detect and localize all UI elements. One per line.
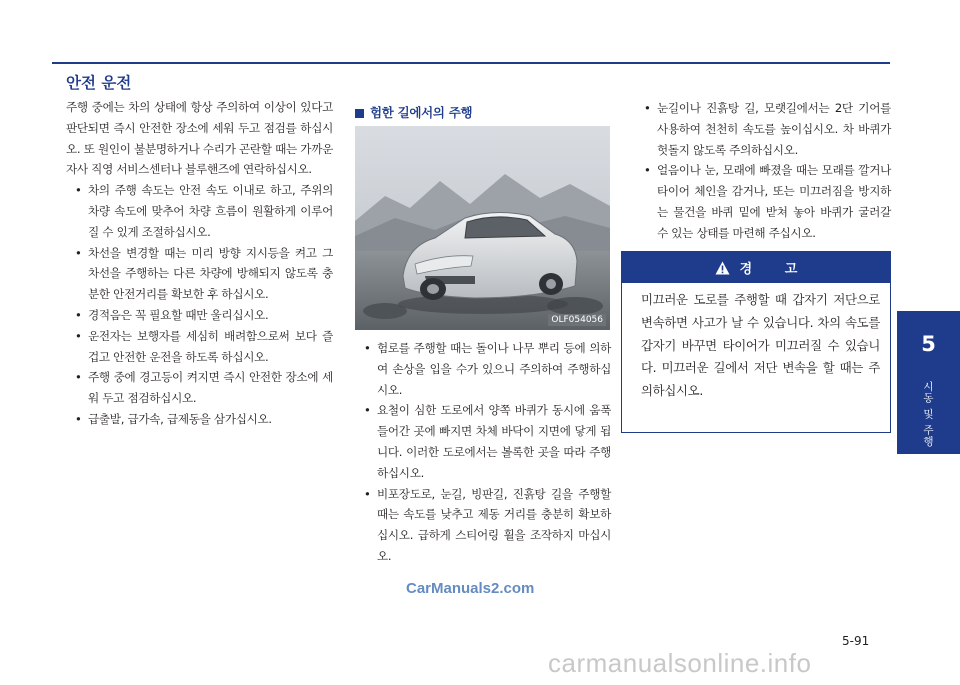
car-on-rough-road-image (355, 126, 610, 330)
chapter-number: 5 (921, 332, 936, 356)
chapter-label: 시동 및 주행 (922, 381, 934, 448)
list-item: • 차선을 변경할 때는 미리 방향 지시등을 켜고 그 차선을 주행하는 다른 차량에 방해되지 않도록 충분한 안전거리를 확보한 후 하십시오. (66, 243, 333, 305)
bullet-list-2 (355, 338, 611, 567)
intro-paragraph: 주행 중에는 차의 상태에 항상 주의하여 이상이 있다고 판단되면 즉시 안전한 장소에 세워 두고 점검를 하십시오. 또 원인이 불분명하거나 수리가 곤란할 때는 가까운 자사 직영 서비스센터나 블루핸즈에 연락하십시오. (66, 100, 333, 177)
top-rule (52, 62, 890, 64)
footer-watermark: carmanualsonline.info (548, 648, 812, 678)
column-1 (66, 97, 333, 430)
list-item: • 눈길이나 진흙탕 길, 모랫길에서는 2단 기어를 사용하여 천천히 속도를 높이십시오. 차 바퀴가 헛돌지 않도록 주의하십시오. (635, 98, 891, 160)
list-item: • 차의 주행 속도는 안전 속도 이내로 하고, 주위의 차량 속도에 맞추어 차량 흐름이 원활하게 이루어질 수 있게 조절하십시오. (66, 180, 333, 242)
warning-body: 미끄러운 도로를 주행할 때 갑자기 저단으로 변속하면 사고가 날 수 있습니다. 차의 속도를 갑자기 바꾸면 타이어가 미끄러질 수 있습니다. 미끄러운 길에서 저단 변속을 할 때는 주의하십시오. (641, 292, 880, 399)
chapter-side-tab (897, 311, 960, 454)
list-item: • 급출발, 급가속, 급제동을 삼가십시오. (66, 409, 333, 430)
watermark: CarManuals2.com (406, 580, 535, 597)
rough-road-heading (355, 104, 611, 122)
warning-triangle-icon (715, 261, 730, 275)
list-item: • 운전자는 보행자를 세심히 배려함으로써 보다 즐겁고 안전한 운전을 하도록 하십시오. (66, 326, 333, 368)
column-2 (355, 104, 611, 567)
bullet-list-3 (635, 98, 891, 244)
rough-road-heading-text: 험한 길에서의 주행 (370, 104, 473, 120)
rough-road-illustration (355, 126, 610, 330)
column-3 (635, 98, 891, 244)
warning-title: 경 고 (739, 262, 812, 277)
list-item: • 험로를 주행할 때는 돌이나 나무 뿌리 등에 의하여 손상을 입을 수가 있으니 주의하여 주행하십시오. (355, 338, 611, 400)
list-item: • 얼음이나 눈, 모래에 빠졌을 때는 모래를 깔거나 타이어 체인을 감거나, 또는 미끄러짐을 방지하는 물건을 바퀴 밑에 받쳐 놓아 바퀴가 굴러갈 수 있는 상태를 마련해 주십시오. (635, 160, 891, 243)
image-code: OLF054056 (548, 314, 606, 326)
list-item: • 비포장도로, 눈길, 빙판길, 진흙탕 길을 주행할 때는 속도를 낮추고 제동 거리를 충분히 확보하십시오. 급하게 스티어링 휠을 조작하지 마십시오. (355, 484, 611, 567)
warning-box (621, 251, 891, 433)
list-item: • 주행 중에 경고등이 켜지면 즉시 안전한 장소에 세워 두고 점검하십시오. (66, 367, 333, 409)
square-bullet-icon (355, 109, 364, 118)
list-item: • 경적음은 꼭 필요할 때만 울리십시오. (66, 305, 333, 326)
warning-header (622, 252, 890, 283)
list-item: • 요철이 심한 도로에서 양쪽 바퀴가 동시에 움푹 들어간 곳에 빠지면 차체 바닥이 지면에 닿게 됩니다. 이러한 도로에서는 볼록한 곳을 따라 주행하십시오. (355, 400, 611, 483)
page-number: 5-91 (842, 634, 870, 648)
section-title: 안전 운전 (66, 74, 132, 92)
bullet-list-1 (66, 180, 333, 430)
